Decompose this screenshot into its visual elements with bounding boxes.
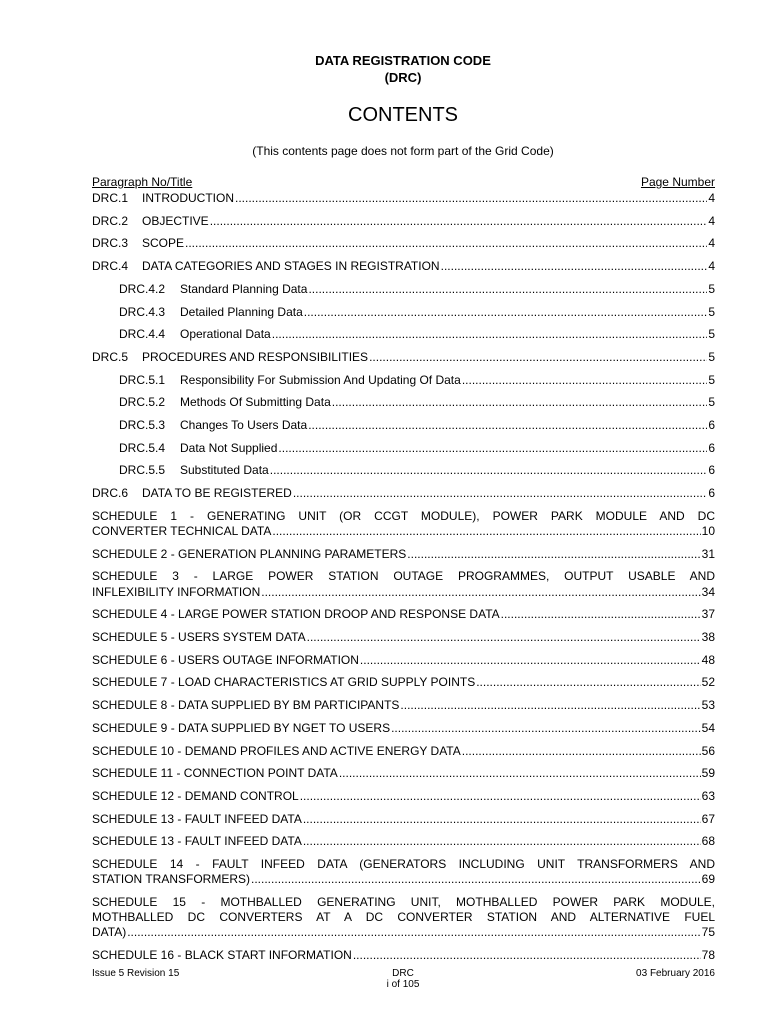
toc-number: DRC.2 bbox=[92, 213, 129, 228]
toc-entry-schedule-13b[interactable] bbox=[92, 834, 715, 849]
toc-entry-drc5[interactable] bbox=[92, 350, 715, 365]
toc-page: 75 bbox=[701, 925, 715, 940]
toc-title: CONVERTER TECHNICAL DATA bbox=[92, 524, 272, 539]
toc-title: PROCEDURES AND RESPONSIBILITIES bbox=[142, 349, 369, 364]
toc-title-line: SCHEDULE 15 - MOTHBALLED GENERATING UNIT, MOTHBALLED POWER PARK MODULE, bbox=[92, 895, 715, 909]
toc-entry-drc2[interactable] bbox=[92, 214, 715, 229]
toc-leader bbox=[391, 721, 701, 736]
toc-number: DRC.5.1 bbox=[119, 372, 166, 387]
toc-entry-schedule-8[interactable] bbox=[92, 698, 715, 713]
toc-title-line: MOTHBALLED DC CONVERTERS AT A DC CONVERTER STATION AND ALTERNATIVE FUEL bbox=[92, 910, 715, 925]
toc-number: DRC.5.4 bbox=[119, 440, 166, 455]
toc-entry-schedule-1[interactable] bbox=[92, 509, 715, 539]
toc-number: DRC.5.5 bbox=[119, 463, 166, 478]
toc-entry-schedule-13a[interactable] bbox=[92, 812, 715, 827]
toc-title: STATION TRANSFORMERS) bbox=[92, 872, 251, 887]
toc-title: SCHEDULE 9 - DATA SUPPLIED BY NGET TO USERS bbox=[92, 720, 391, 735]
toc-number: DRC.4.4 bbox=[119, 327, 166, 342]
toc-entry-schedule-12[interactable] bbox=[92, 789, 715, 804]
toc-entry-schedule-16[interactable] bbox=[92, 948, 715, 963]
toc-entry-schedule-15[interactable] bbox=[92, 895, 715, 941]
document-title-abbrev: (DRC) bbox=[384, 70, 422, 85]
toc-entry-schedule-3[interactable] bbox=[92, 569, 715, 599]
toc-page: 78 bbox=[701, 948, 715, 963]
toc-leader bbox=[332, 395, 708, 410]
column-header-title: Paragraph No/Title bbox=[92, 175, 193, 189]
column-header-page: Page Number bbox=[640, 175, 715, 189]
toc-entry-drc4-4[interactable] bbox=[119, 327, 715, 342]
toc-page: 34 bbox=[701, 584, 715, 599]
table-of-contents bbox=[92, 191, 715, 971]
toc-entry-schedule-11[interactable] bbox=[92, 766, 715, 781]
toc-entry-drc5-2[interactable] bbox=[119, 395, 715, 410]
toc-page: 5 bbox=[708, 327, 715, 342]
toc-title: SCHEDULE 8 - DATA SUPPLIED BY BM PARTICIPANTS bbox=[92, 698, 400, 713]
toc-leader bbox=[441, 259, 708, 274]
toc-leader bbox=[501, 607, 701, 622]
toc-page: 63 bbox=[701, 788, 715, 803]
toc-entry-schedule-14[interactable] bbox=[92, 857, 715, 887]
toc-title: INFLEXIBILITY INFORMATION bbox=[92, 584, 261, 599]
toc-leader bbox=[272, 327, 708, 342]
toc-number: DRC.5.3 bbox=[119, 418, 166, 433]
document-title: DATA REGISTRATION CODE bbox=[315, 53, 491, 68]
toc-number: DRC.6 bbox=[92, 486, 129, 501]
toc-entry-drc5-1[interactable] bbox=[119, 373, 715, 388]
toc-entry-drc6[interactable] bbox=[92, 486, 715, 501]
toc-leader bbox=[360, 653, 701, 668]
toc-entry-schedule-4[interactable] bbox=[92, 607, 715, 622]
toc-page: 4 bbox=[708, 259, 715, 274]
toc-number: DRC.1 bbox=[92, 191, 129, 205]
toc-page: 6 bbox=[708, 463, 715, 478]
toc-leader bbox=[307, 630, 701, 645]
toc-leader bbox=[272, 524, 700, 539]
toc-title: OBJECTIVE bbox=[142, 213, 209, 228]
toc-leader bbox=[251, 872, 701, 887]
toc-leader bbox=[462, 373, 708, 388]
toc-title: SCHEDULE 4 - LARGE POWER STATION DROOP AND RESPONSE DATA bbox=[92, 607, 500, 622]
toc-entry-drc5-5[interactable] bbox=[119, 463, 715, 478]
toc-page: 31 bbox=[701, 546, 715, 561]
toc-leader bbox=[278, 441, 707, 456]
toc-title: Methods Of Submitting Data bbox=[180, 395, 331, 410]
toc-page: 5 bbox=[708, 349, 715, 364]
toc-page: 52 bbox=[701, 675, 715, 690]
toc-title: SCHEDULE 10 - DEMAND PROFILES AND ACTIVE ENERGY DATA bbox=[92, 743, 461, 758]
toc-entry-schedule-10[interactable] bbox=[92, 744, 715, 759]
toc-title-line: SCHEDULE 14 - FAULT INFEED DATA (GENERATORS INCLUDING UNIT TRANSFORMERS AND bbox=[92, 857, 715, 872]
footer-issue: Issue 5 Revision 15 bbox=[92, 968, 180, 979]
toc-title: SCHEDULE 16 - BLACK START INFORMATION bbox=[92, 948, 352, 963]
toc-leader bbox=[407, 547, 700, 562]
toc-page: 4 bbox=[708, 236, 715, 251]
contents-heading: CONTENTS bbox=[348, 104, 458, 126]
toc-entry-schedule-7[interactable] bbox=[92, 675, 715, 690]
toc-leader bbox=[339, 766, 701, 781]
toc-leader bbox=[185, 236, 707, 251]
toc-leader bbox=[235, 191, 707, 206]
toc-leader bbox=[476, 675, 700, 690]
footer-page-count: i of 105 bbox=[386, 979, 420, 990]
toc-page: 5 bbox=[708, 304, 715, 319]
toc-entry-drc4-3[interactable] bbox=[119, 305, 715, 320]
toc-leader bbox=[304, 305, 708, 320]
toc-entry-drc1[interactable] bbox=[92, 191, 715, 206]
toc-page: 5 bbox=[708, 395, 715, 410]
toc-page: 37 bbox=[701, 607, 715, 622]
toc-title: SCHEDULE 11 - CONNECTION POINT DATA bbox=[92, 766, 338, 781]
toc-title: DATA TO BE REGISTERED bbox=[142, 486, 292, 501]
toc-title: SCHEDULE 5 - USERS SYSTEM DATA bbox=[92, 630, 306, 645]
toc-title: Responsibility For Submission And Updating Of Data bbox=[180, 372, 461, 387]
toc-page: 6 bbox=[708, 440, 715, 455]
toc-entry-drc5-4[interactable] bbox=[119, 441, 715, 456]
toc-page: 5 bbox=[708, 281, 715, 296]
toc-page: 48 bbox=[701, 652, 715, 667]
toc-title: SCHEDULE 2 - GENERATION PLANNING PARAMETERS bbox=[92, 546, 407, 561]
toc-entry-drc4[interactable] bbox=[92, 259, 715, 274]
toc-page: 69 bbox=[701, 872, 715, 887]
toc-leader bbox=[300, 789, 701, 804]
toc-title: Data Not Supplied bbox=[180, 440, 278, 455]
toc-number: DRC.4 bbox=[92, 259, 129, 274]
toc-leader bbox=[303, 812, 701, 827]
toc-title: DATA CATEGORIES AND STAGES IN REGISTRATION bbox=[142, 259, 440, 274]
toc-entry-drc5-3[interactable] bbox=[119, 418, 715, 433]
toc-page: 10 bbox=[701, 524, 715, 539]
toc-entry-drc4-2[interactable] bbox=[119, 282, 715, 297]
toc-page: 54 bbox=[701, 720, 715, 735]
toc-title: SCOPE bbox=[142, 236, 185, 251]
toc-page: 4 bbox=[708, 213, 715, 228]
toc-leader bbox=[210, 214, 708, 229]
toc-number: DRC.4.2 bbox=[119, 281, 166, 296]
toc-leader bbox=[462, 744, 701, 759]
toc-entry-schedule-5[interactable] bbox=[92, 630, 715, 645]
toc-page: 67 bbox=[701, 811, 715, 826]
toc-title: INTRODUCTION bbox=[142, 191, 234, 205]
toc-leader bbox=[303, 834, 701, 849]
toc-title: Substituted Data bbox=[180, 463, 269, 478]
toc-page: 6 bbox=[708, 486, 715, 501]
toc-page: 53 bbox=[701, 698, 715, 713]
toc-number: DRC.5 bbox=[92, 349, 129, 364]
toc-number: DRC.4.3 bbox=[119, 304, 166, 319]
toc-leader bbox=[127, 925, 700, 940]
toc-title-line: SCHEDULE 1 - GENERATING UNIT (OR CCGT MODULE), POWER PARK MODULE AND DC bbox=[92, 508, 715, 523]
toc-page: 5 bbox=[708, 372, 715, 387]
toc-title: Operational Data bbox=[180, 327, 271, 342]
toc-entry-schedule-2[interactable] bbox=[92, 547, 715, 562]
toc-title: Standard Planning Data bbox=[180, 281, 308, 296]
toc-leader bbox=[270, 463, 708, 478]
toc-page: 38 bbox=[701, 630, 715, 645]
toc-title: SCHEDULE 7 - LOAD CHARACTERISTICS AT GRID SUPPLY POINTS bbox=[92, 675, 476, 690]
toc-title: Changes To Users Data bbox=[180, 418, 308, 433]
toc-page: 59 bbox=[701, 766, 715, 781]
toc-number: DRC.5.2 bbox=[119, 395, 166, 410]
toc-leader bbox=[308, 282, 707, 297]
toc-leader bbox=[369, 350, 707, 365]
toc-leader bbox=[261, 585, 700, 600]
toc-page: 6 bbox=[708, 418, 715, 433]
toc-leader bbox=[400, 698, 700, 713]
footer-date: 03 February 2016 bbox=[636, 968, 715, 979]
toc-title-line: SCHEDULE 3 - LARGE POWER STATION OUTAGE PROGRAMMES, OUTPUT USABLE AND bbox=[92, 569, 715, 584]
toc-entry-drc3[interactable] bbox=[92, 236, 715, 251]
contents-note: (This contents page does not form part of the Grid Code) bbox=[252, 144, 554, 158]
toc-page: 4 bbox=[708, 191, 715, 205]
toc-title: Detailed Planning Data bbox=[180, 304, 303, 319]
toc-title: SCHEDULE 13 - FAULT INFEED DATA bbox=[92, 811, 302, 826]
footer-code: DRC bbox=[392, 968, 414, 979]
toc-page: 56 bbox=[701, 743, 715, 758]
toc-title: DATA) bbox=[92, 925, 127, 940]
toc-title: SCHEDULE 6 - USERS OUTAGE INFORMATION bbox=[92, 652, 359, 667]
toc-number: DRC.3 bbox=[92, 236, 129, 251]
toc-page: 68 bbox=[701, 834, 715, 849]
toc-entry-schedule-9[interactable] bbox=[92, 721, 715, 736]
toc-entry-schedule-6[interactable] bbox=[92, 653, 715, 668]
toc-title: SCHEDULE 13 - FAULT INFEED DATA bbox=[92, 834, 302, 849]
toc-leader bbox=[293, 486, 708, 501]
toc-leader bbox=[308, 418, 707, 433]
toc-title: SCHEDULE 12 - DEMAND CONTROL bbox=[92, 788, 299, 803]
toc-leader bbox=[353, 948, 701, 963]
